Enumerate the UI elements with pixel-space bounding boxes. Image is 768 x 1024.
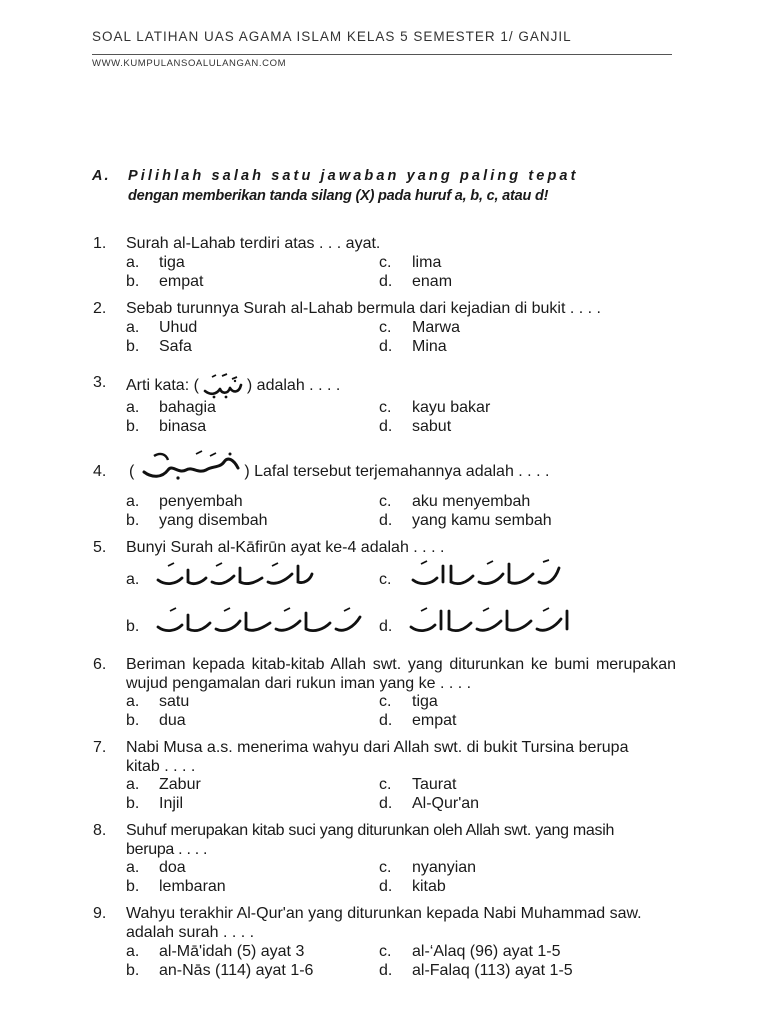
arabic-calligraphy-icon [154, 605, 366, 642]
question-number: 7. [93, 739, 107, 756]
question-number: 5. [93, 539, 107, 556]
question-text: Suhuf merupakan kitab suci yang diturunkan oleh Allah swt. yang masih berupa . . . . [126, 822, 615, 858]
page-header-title: SOAL LATIHAN UAS AGAMA ISLAM KELAS 5 SEMESTER 1/ GANJIL [92, 29, 572, 44]
question-number: 8. [93, 822, 107, 839]
header-website: WWW.KUMPULANSOALULANGAN.COM [92, 58, 287, 69]
instruction-line-2: dengan memberikan tanda silang (X) pada huruf a, b, c, atau d! [128, 188, 549, 204]
arabic-calligraphy-icon [202, 373, 244, 399]
question-number: 1. [93, 235, 107, 252]
question-text: Wahyu terakhir Al-Qur'an yang diturunkan kepada Nabi Muhammad saw. adalah surah . . . . [126, 905, 642, 941]
question-text: Arti kata: ( ) adalah . . . . [126, 373, 676, 399]
instruction-line-1: Pilihlah salah satu jawaban yang paling tepat [128, 168, 579, 184]
question-number: 9. [93, 905, 107, 922]
question-number: 2. [93, 300, 107, 317]
arabic-calligraphy-icon [407, 603, 579, 642]
question-text: Bunyi Surah al-Kāfirūn ayat ke-4 adalah . . . . [126, 539, 445, 556]
question-text: Surah al-Lahab terdiri atas . . . ayat. [126, 235, 381, 252]
arabic-calligraphy-icon [138, 448, 242, 482]
arabic-calligraphy-icon [407, 558, 563, 595]
question-number: 3. [93, 374, 107, 391]
question-text: Nabi Musa a.s. menerima wahyu dari Allah swt. di bukit Tursina berupa kitab . . . . [126, 739, 629, 775]
question-text: Sebab turunnya Surah al-Lahab bermula dari kejadian di bukit . . . . [126, 300, 601, 317]
question-number: 6. [93, 656, 107, 673]
question-text: Beriman kepada kitab-kitab Allah swt. yang diturunkan ke bumi merupakan wujud pengamalan dari rukun iman yang ke . . . . [126, 656, 676, 692]
arabic-calligraphy-icon [154, 560, 316, 595]
header-divider [92, 54, 672, 55]
section-letter: A. [92, 168, 111, 184]
question-text: ( ) Lafal tersebut terjemahannya adalah . . . . [129, 462, 679, 482]
question-number: 4. [93, 463, 107, 480]
